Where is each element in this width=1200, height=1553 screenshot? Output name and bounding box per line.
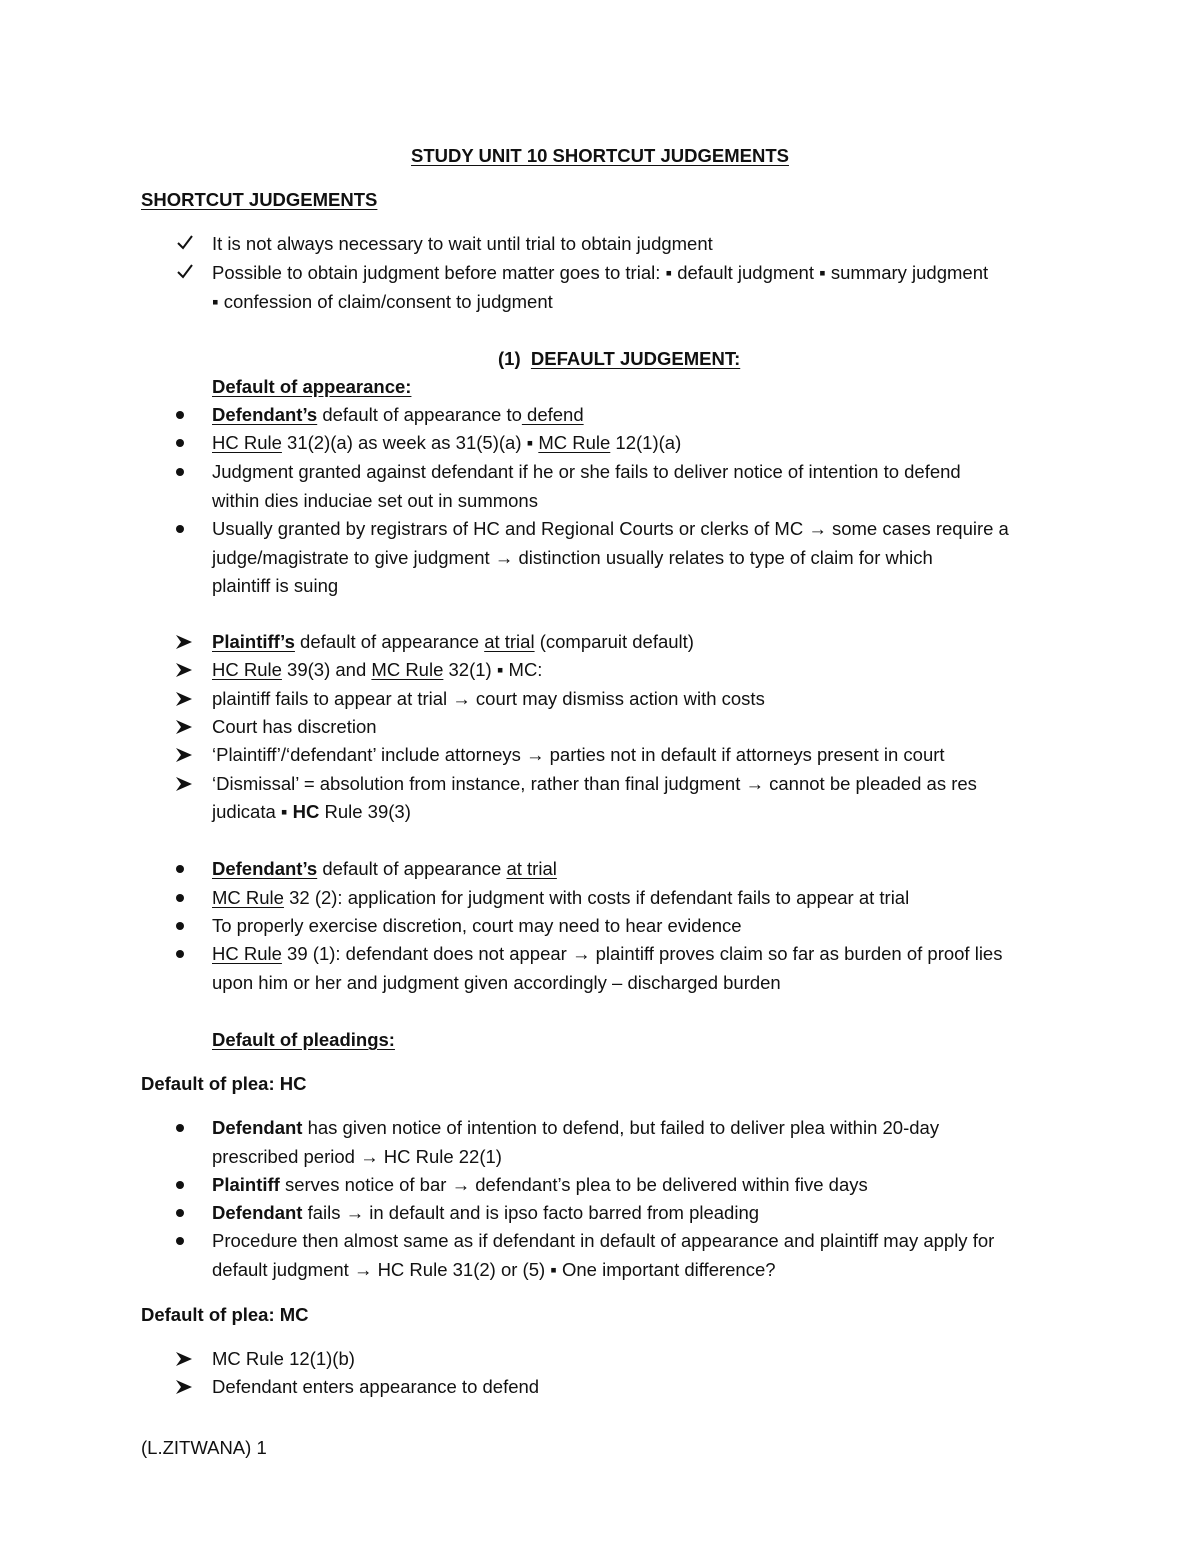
bullet-icon [176, 1181, 184, 1189]
list-item [212, 941, 1002, 967]
text: 32(1) ▪ MC: [443, 659, 543, 680]
list-item [212, 430, 681, 456]
list-item: Judgment granted against defendant if he or she fails to deliver notice of intention to defend [212, 461, 961, 482]
arrow-bullet-icon [175, 634, 193, 650]
rule-ref: HC Rule [212, 943, 282, 964]
list-item [212, 402, 584, 428]
list-item-continued: prescribed period → HC Rule 22(1) [212, 1146, 502, 1167]
rule-ref: HC Rule [212, 432, 282, 453]
list-item: It is not always necessary to wait until trial to obtain judgment [212, 233, 713, 254]
section-heading: SHORTCUT JUDGEMENTS [141, 189, 378, 210]
arrow-bullet-icon [175, 747, 193, 763]
arrow-bullet-icon [175, 1351, 193, 1367]
text: 39(3) and [281, 659, 372, 680]
text: 31(2)(a) as week as 31(5)(a) ▪ [281, 432, 539, 453]
list-item [212, 629, 694, 655]
underlined-text: defend [521, 404, 584, 425]
bullet-icon [176, 922, 184, 930]
underlined-text: at trial [484, 631, 535, 652]
text: default of appearance [317, 858, 507, 879]
list-item [212, 885, 909, 911]
subsection-number: (1) [498, 348, 521, 369]
text: (comparuit default) [534, 631, 694, 652]
bold-term: Plaintiff [212, 1174, 280, 1195]
check-icon [176, 262, 194, 280]
list-item [212, 1115, 939, 1141]
list-item: MC Rule 12(1)(b) [212, 1348, 355, 1369]
bullet-icon [176, 525, 184, 533]
text: 39 (1): defendant does not appear → plaintiff proves claim so far as burden of proof lies [281, 943, 1003, 964]
text: has given notice of intention to defend, but failed to deliver plea within 20-day [302, 1117, 940, 1138]
list-item-continued: judge/magistrate to give judgment → distinction usually relates to type of claim for which [212, 547, 933, 568]
list-item: Usually granted by registrars of HC and Regional Courts or clerks of MC → some cases require a [212, 518, 1009, 539]
list-item: Possible to obtain judgment before matter goes to trial: ▪ default judgment ▪ summary judgment [212, 262, 989, 283]
plea-hc-heading: Default of plea: HC [141, 1073, 307, 1094]
arrow-bullet-icon [175, 776, 193, 792]
text: judicata ▪ [212, 801, 293, 822]
list-item: Court has discretion [212, 716, 377, 737]
text: 32 (2): application for judgment with costs if defendant fails to appear at trial [283, 887, 910, 908]
rule-ref: MC Rule [212, 887, 284, 908]
bold-term: Defendant [212, 1202, 303, 1223]
text: Rule 39(3) [319, 801, 411, 822]
rule-ref: MC Rule [538, 432, 611, 453]
bold-term: Defendant’s [212, 858, 318, 879]
list-item-continued [212, 799, 411, 825]
bold-term: HC [292, 801, 320, 822]
check-icon [176, 233, 194, 251]
subsection-heading [498, 346, 740, 372]
bullet-icon [176, 1209, 184, 1217]
bullet-icon [176, 1124, 184, 1132]
list-item: plaintiff fails to appear at trial → court may dismiss action with costs [212, 688, 765, 709]
underlined-text: at trial [506, 858, 557, 879]
list-item: To properly exercise discretion, court may need to hear evidence [212, 915, 742, 936]
arrow-bullet-icon [175, 1379, 193, 1395]
bullet-icon [176, 411, 184, 419]
list-item: Defendant enters appearance to defend [212, 1376, 540, 1397]
rule-ref: HC Rule [212, 659, 282, 680]
text: default of appearance to [317, 404, 522, 425]
plea-mc-heading: Default of plea: MC [141, 1304, 309, 1325]
arrow-bullet-icon [175, 719, 193, 735]
bullet-icon [176, 865, 184, 873]
text: default of appearance [294, 631, 485, 652]
appearance-heading: Default of appearance: [212, 376, 412, 397]
pleadings-heading: Default of pleadings: [212, 1029, 395, 1050]
arrow-bullet-icon [175, 662, 193, 678]
text: serves notice of bar → defendant’s plea to be delivered within five days [279, 1174, 868, 1195]
page-footer: (L.ZITWANA) 1 [141, 1437, 267, 1458]
list-item-continued: default judgment → HC Rule 31(2) or (5) ▪ One important difference? [212, 1259, 776, 1280]
page-title: STUDY UNIT 10 SHORTCUT JUDGEMENTS [411, 145, 789, 166]
bullet-icon [176, 1237, 184, 1245]
subsection-title: DEFAULT JUDGEMENT: [530, 348, 741, 369]
arrow-bullet-icon [175, 691, 193, 707]
bullet-icon [176, 894, 184, 902]
list-item: ‘Dismissal’ = absolution from instance, rather than final judgment → cannot be pleaded as res [212, 773, 977, 794]
bold-term: Plaintiff’s [212, 631, 295, 652]
list-item: Procedure then almost same as if defendant in default of appearance and plaintiff may apply for [212, 1230, 995, 1251]
list-item: ‘Plaintiff’/‘defendant’ include attorneys → parties not in default if attorneys present in court [212, 744, 945, 765]
list-item [212, 856, 557, 882]
text: 12(1)(a) [610, 432, 682, 453]
bold-term: Defendant’s [212, 404, 318, 425]
bullet-icon [176, 950, 184, 958]
list-item-continued: ▪ confession of claim/consent to judgment [212, 291, 553, 312]
list-item-continued: within dies induciae set out in summons [212, 490, 538, 511]
list-item-continued: plaintiff is suing [212, 575, 339, 596]
list-item [212, 1172, 868, 1198]
bullet-icon [176, 468, 184, 476]
list-item [212, 657, 542, 683]
list-item [212, 1200, 759, 1226]
bullet-icon [176, 439, 184, 447]
bold-term: Defendant [212, 1117, 303, 1138]
rule-ref: MC Rule [371, 659, 444, 680]
list-item-continued: upon him or her and judgment given accordingly – discharged burden [212, 972, 781, 993]
text: fails → in default and is ipso facto barred from pleading [302, 1202, 760, 1223]
